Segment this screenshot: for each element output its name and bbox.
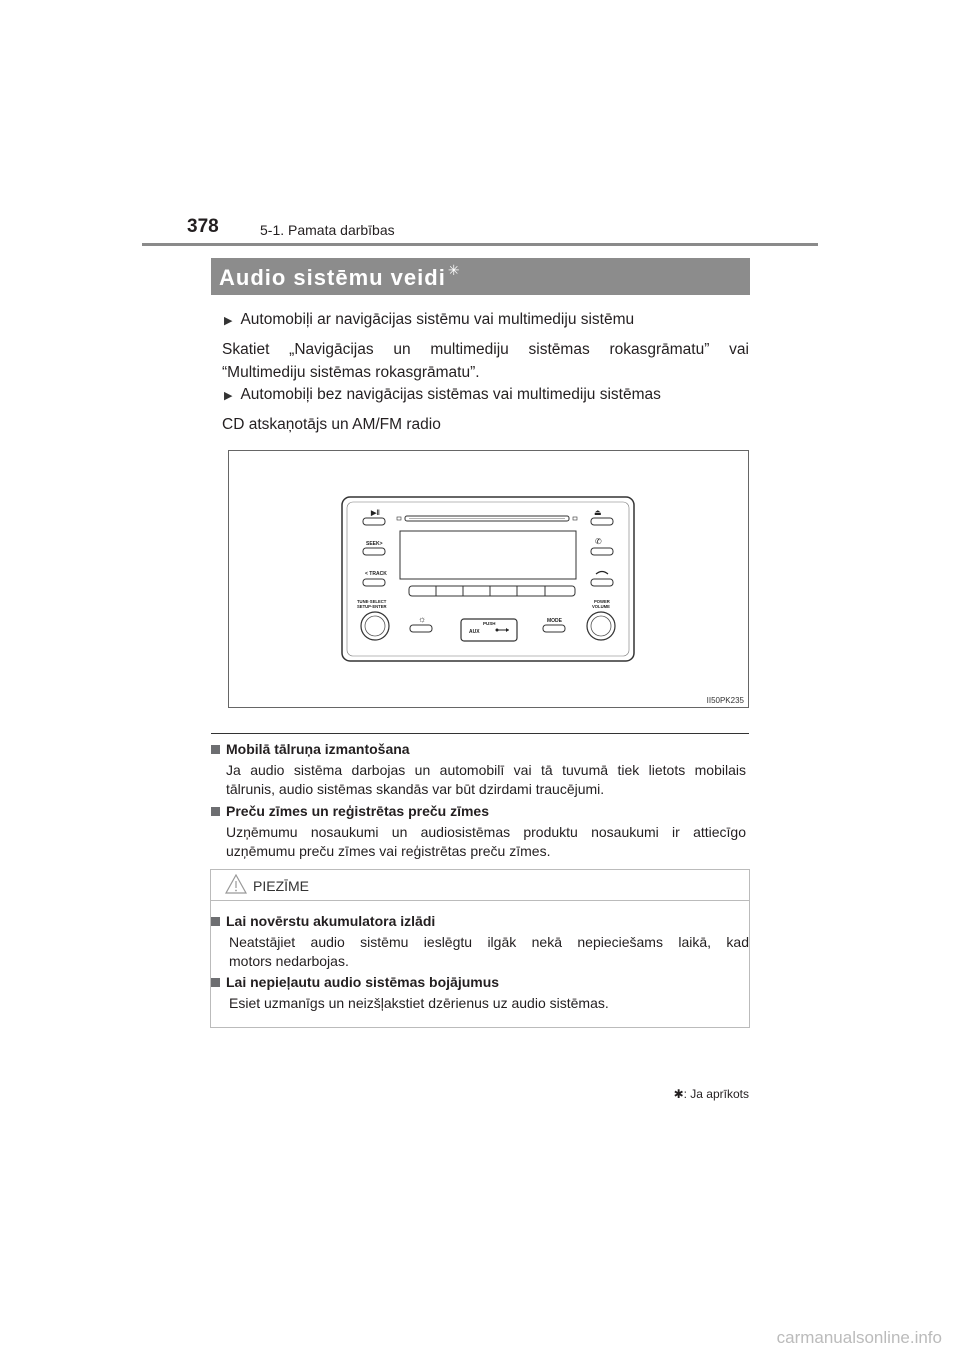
info-line: uzņēmumu preču zīmes vai reģistrētas preču zīmes. (226, 843, 551, 859)
bullet-item (224, 311, 634, 329)
track-label: < TRACK (365, 571, 387, 577)
section-label: 5-1. Pamata darbības (260, 222, 395, 238)
notice-paragraph (229, 994, 749, 1013)
bullet-item (224, 386, 661, 404)
info-line: tālrunis, audio sistēmas skandās var būt dzirdami traucējumi. (226, 781, 605, 797)
header-rule (142, 243, 818, 246)
info-line: Ja audio sistēma darbojas un automobilī vai tā tuvumā tiek lietots mobilais (226, 762, 746, 778)
section-title-bar (211, 258, 750, 295)
square-bullet-icon (211, 807, 220, 816)
tune-select-label: TUNE·SELECT (357, 599, 387, 604)
triangle-bullet-icon: ▶ (224, 314, 233, 327)
svg-text:✆: ✆ (595, 537, 602, 546)
audio-unit-illustration (229, 451, 748, 707)
aux-label: AUX (469, 629, 480, 635)
paragraph-line: Skatiet „Navigācijas un multimediju sistēmas rokasgrāmatu” vai (222, 341, 749, 358)
info-heading-text: Preču zīmes un reģistrētas preču zīmes (226, 803, 489, 819)
notice-line: Neatstājiet audio sistēmu ieslēgtu ilgāk nekā nepieciešams laikā, kad (229, 934, 749, 950)
notice-box (210, 869, 750, 1028)
notice-line: Esiet uzmanīgs un neizšļakstiet dzērienus uz audio sistēmas. (229, 995, 609, 1011)
notice-heading (211, 913, 435, 929)
info-heading-text: Mobilā tālruņa izmantošana (226, 741, 410, 757)
audio-unit-figure (228, 450, 749, 708)
paragraph-line: CD atskaņotājs un AM/FM radio (222, 416, 441, 433)
notice-heading-text: Lai nepieļautu audio sistēmas bojājumus (226, 974, 500, 990)
square-bullet-icon (211, 745, 220, 754)
push-label: PUSH (483, 621, 496, 626)
info-heading (211, 803, 489, 819)
bullet-text: Automobiļi ar navigācijas sistēmu vai multimediju sistēmu (240, 311, 635, 328)
page-number: 378 (187, 216, 219, 237)
figure-code: II50PK235 (706, 696, 744, 705)
square-bullet-icon (211, 917, 220, 926)
watermark: carmanualsonline.info (776, 1328, 942, 1347)
notice-heading (211, 974, 499, 990)
section-title-text: Audio sistēmu veidi (219, 265, 446, 290)
svg-text:☼: ☼ (418, 614, 427, 624)
triangle-bullet-icon: ▶ (224, 389, 233, 402)
volume-label: VOLUME (592, 604, 610, 609)
notice-header (211, 870, 749, 901)
seek-label: SEEK> (366, 541, 383, 547)
paragraph (222, 338, 749, 384)
info-paragraph (226, 823, 746, 861)
warning-triangle-icon (225, 874, 247, 894)
info-heading (211, 741, 410, 757)
paragraph-line: “Multimediju sistēmas rokasgrāmatu”. (222, 364, 480, 381)
section-title (219, 262, 461, 291)
divider (211, 733, 749, 734)
footnote (674, 1087, 749, 1101)
svg-text:▶‖: ▶‖ (371, 510, 380, 517)
footnote-mark: ✱ (673, 1087, 684, 1101)
bullet-text: Automobiļi bez navigācijas sistēmas vai multimediju sistēmas (240, 386, 661, 403)
notice-line: motors nedarbojas. (229, 953, 349, 969)
power-label: POWER (594, 599, 610, 604)
setup-enter-label: SETUP·ENTER (357, 604, 387, 609)
svg-text:⏏: ⏏ (594, 508, 602, 517)
info-line: Uzņēmumu nosaukumi un audiosistēmas produktu nosaukumi ir attiecīgo (226, 824, 746, 840)
info-paragraph (226, 761, 746, 799)
footnote-text: : Ja aprīkots (683, 1087, 749, 1101)
notice-paragraph (229, 933, 749, 971)
optional-equipment-mark: ✳ (447, 262, 461, 278)
notice-heading-text: Lai novērstu akumulatora izlādi (226, 913, 436, 929)
mode-label: MODE (547, 618, 562, 624)
notice-label: PIEZĪME (253, 878, 310, 894)
square-bullet-icon (211, 978, 220, 987)
paragraph (222, 413, 749, 436)
